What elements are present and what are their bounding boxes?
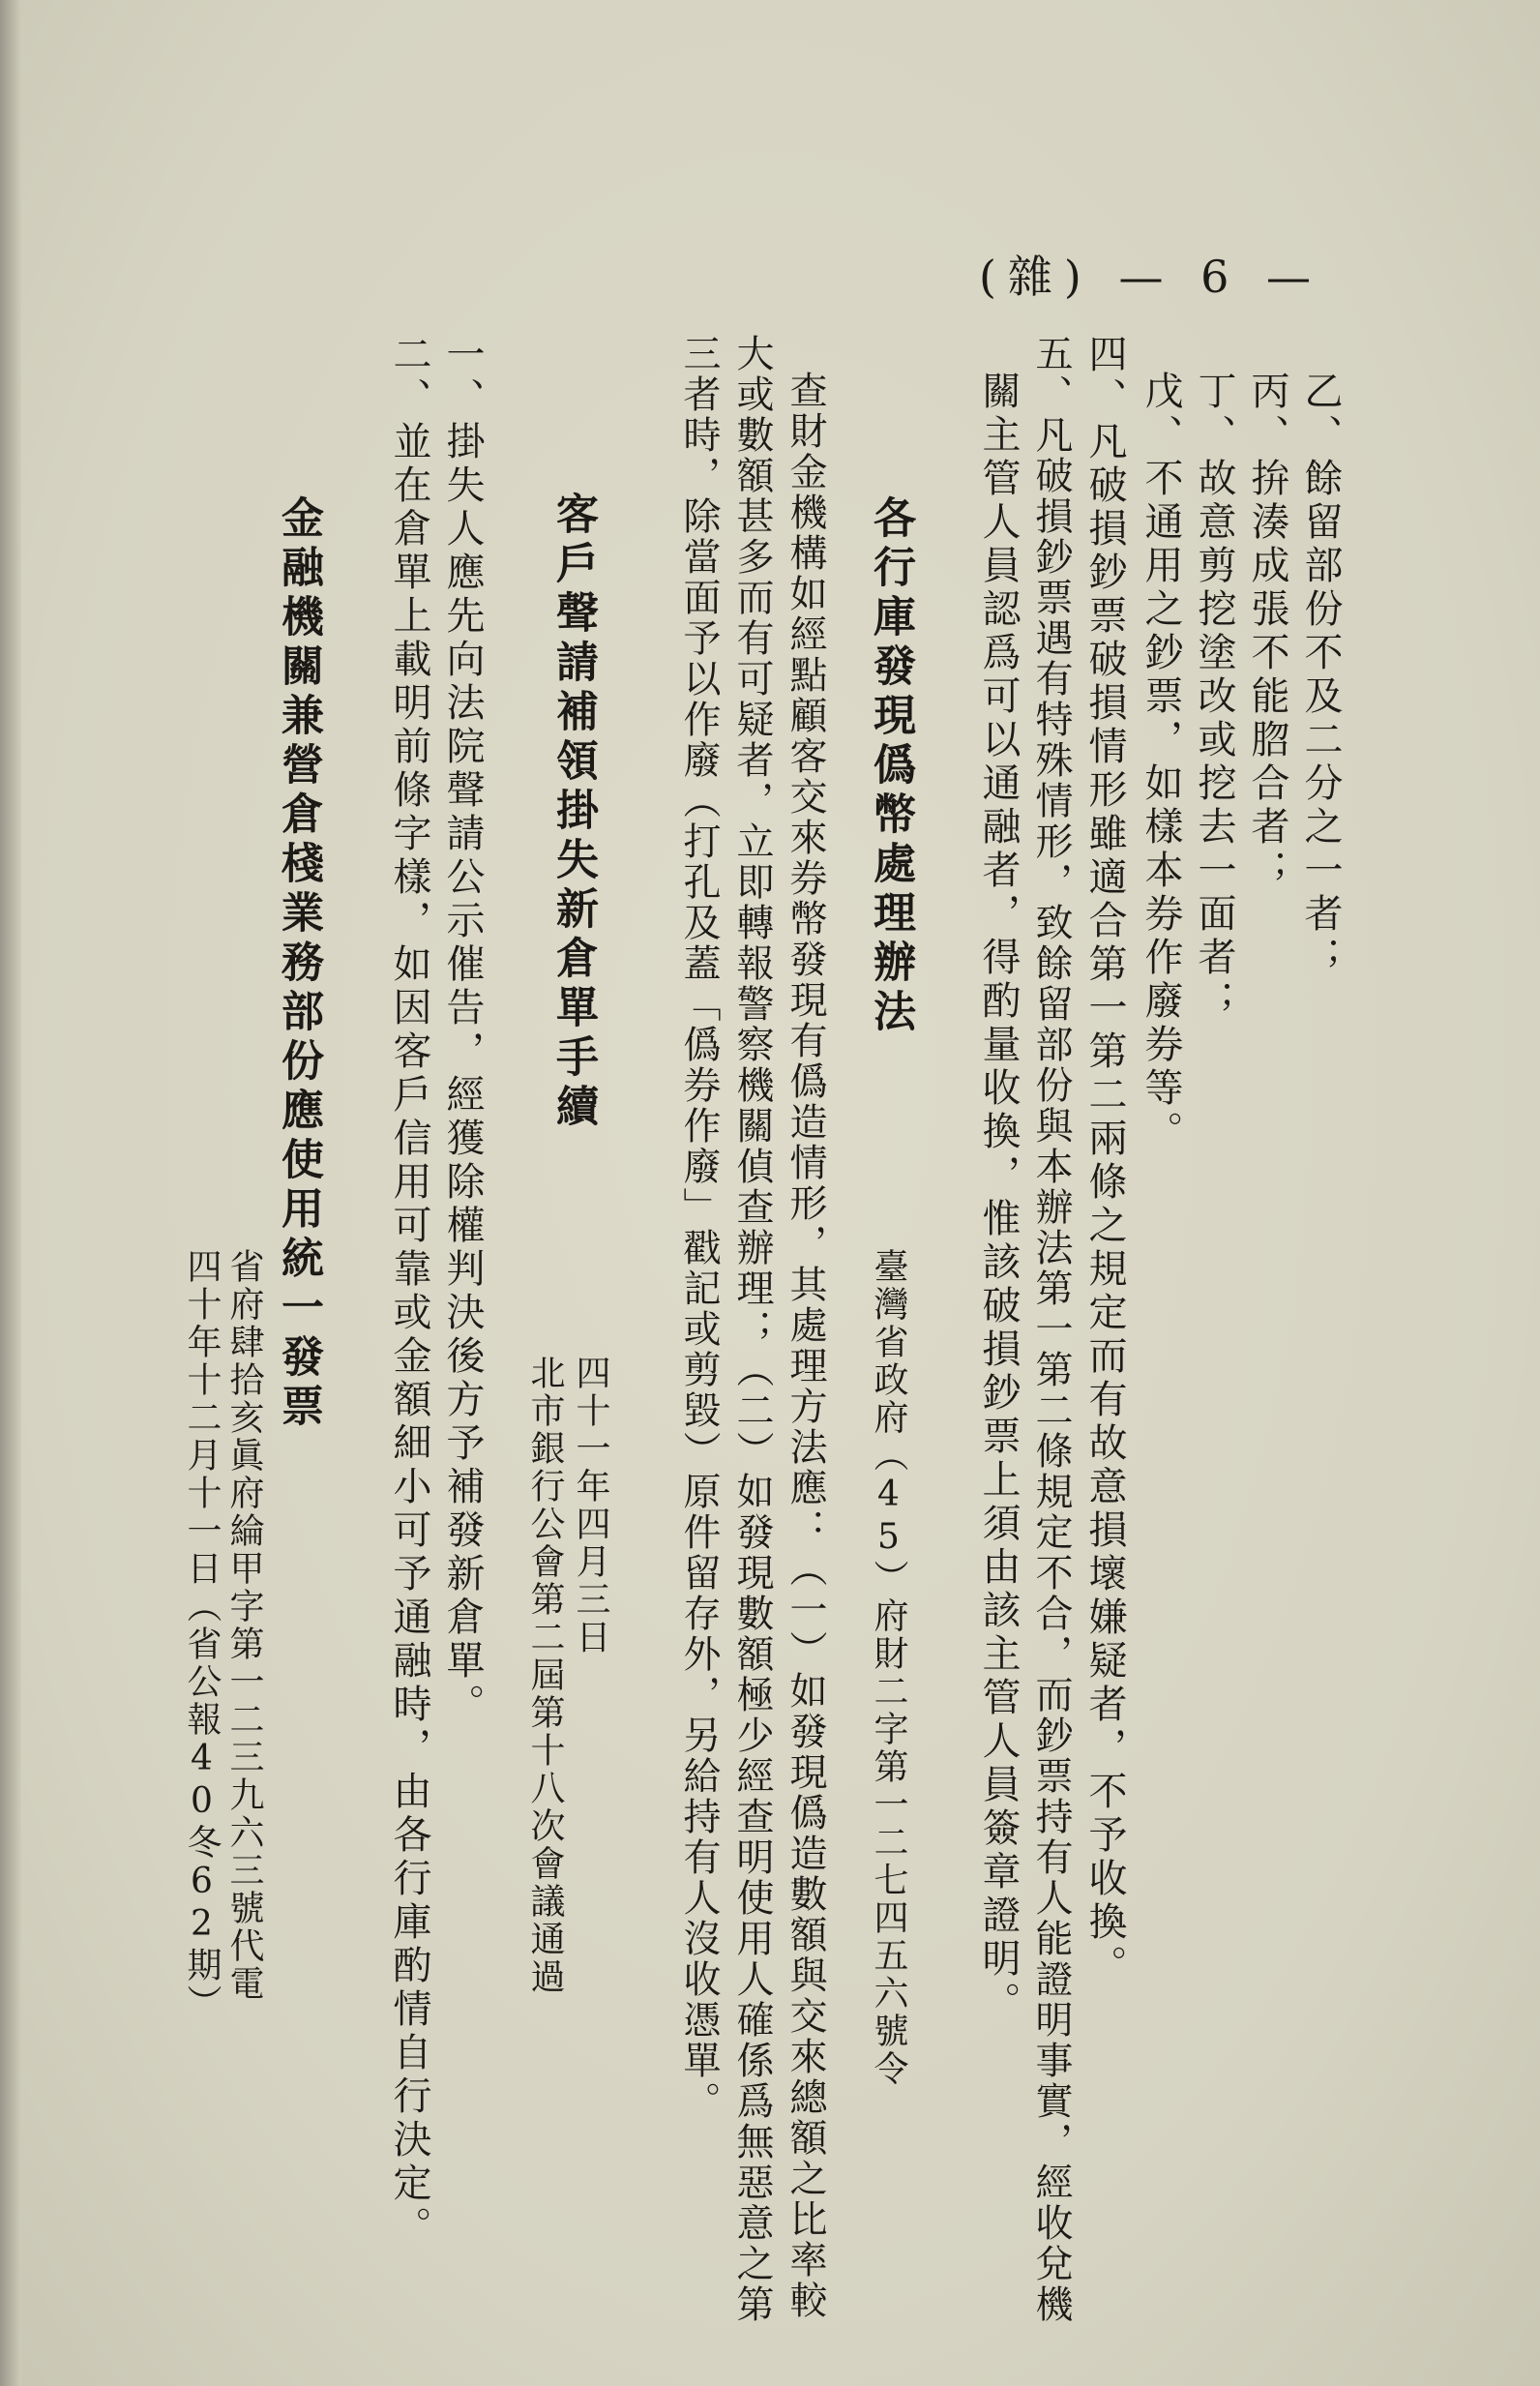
- section2-body-line3: 三者時，除當面予以作廢（打孔及蓋「僞券作廢」戳記或剪毀）原件留存外，另給持有人沒收憑單。: [677, 334, 721, 2122]
- section2-title: 各行庫發現僞幣處理辦法: [866, 495, 915, 1038]
- item-bing: 丙、拚湊成張不能脗合者；: [1245, 371, 1289, 893]
- section2-body-line1: 查財金機構如經點顧客交來券幣發現有僞造情形，其處理方法應：（一）如發現僞造數額與交來總額之比率較: [784, 371, 827, 2321]
- page-header: [979, 242, 1322, 306]
- clause-five-line1: 五、凡破損鈔票遇有特殊情形，致餘留部份與本辦法第一第二條規定不合，而鈔票持有人能證明事實，經收兌機: [1029, 334, 1073, 2325]
- section2-source: 臺灣省政府（45）府財二字第一二七四五六號令: [869, 1248, 908, 2088]
- section3-title: 客戶聲請補領掛失新倉單手續: [548, 492, 598, 1133]
- book-binding-edge: [0, 0, 21, 2386]
- item-yi: 乙、餘留部份不及二分之一者；: [1298, 371, 1343, 980]
- item-wu: 戊、不通用之鈔票，如樣本券作廢券等。: [1139, 371, 1183, 1154]
- section2-body-line2: 大或數額甚多而有可疑者，立即轉報警察機關偵查辦理；（二）如發現數額極少經查明使用人確係爲無惡意之第: [730, 334, 774, 2325]
- section4-source-decree: 省府肆拾亥眞府綸甲字第一二三九六三號代電: [224, 1248, 264, 2003]
- clause-four: 四、凡破損鈔票破損情形雖適合第一第二兩條之規定而有故意損壞嫌疑者，不予收換。: [1082, 334, 1127, 1988]
- section-label: (雜): [978, 251, 1093, 303]
- page-number: — 6 —: [1118, 251, 1322, 303]
- section3-item2: 二、並在倉單上載明前條字樣，如因客戶信用可靠或金額細小可予通融時，由各行庫酌情自行決定。: [387, 334, 431, 2250]
- section3-source-meeting: 北市銀行公會第二屆第十八次會議通過: [525, 1355, 565, 1996]
- section3-item1: 一、掛失人應先向法院聲請公示催告，經獲除權判決後方予補發新倉單。: [440, 334, 485, 1727]
- clause-five-line2: 關主管人員認爲可以通融者，得酌量收換，惟該破損鈔票上須由該主管人員簽章證明。: [976, 371, 1021, 2025]
- section4-source-date: 四十年十二月十一日（省公報40冬62期）: [182, 1248, 222, 2022]
- section4-title: 金融機關兼營倉棧業務部份應使用統一發票: [274, 495, 323, 1433]
- item-ding: 丁、故意剪挖塗改或挖去一面者；: [1192, 371, 1236, 1024]
- section3-source-date: 四十一年四月三日: [571, 1355, 610, 1656]
